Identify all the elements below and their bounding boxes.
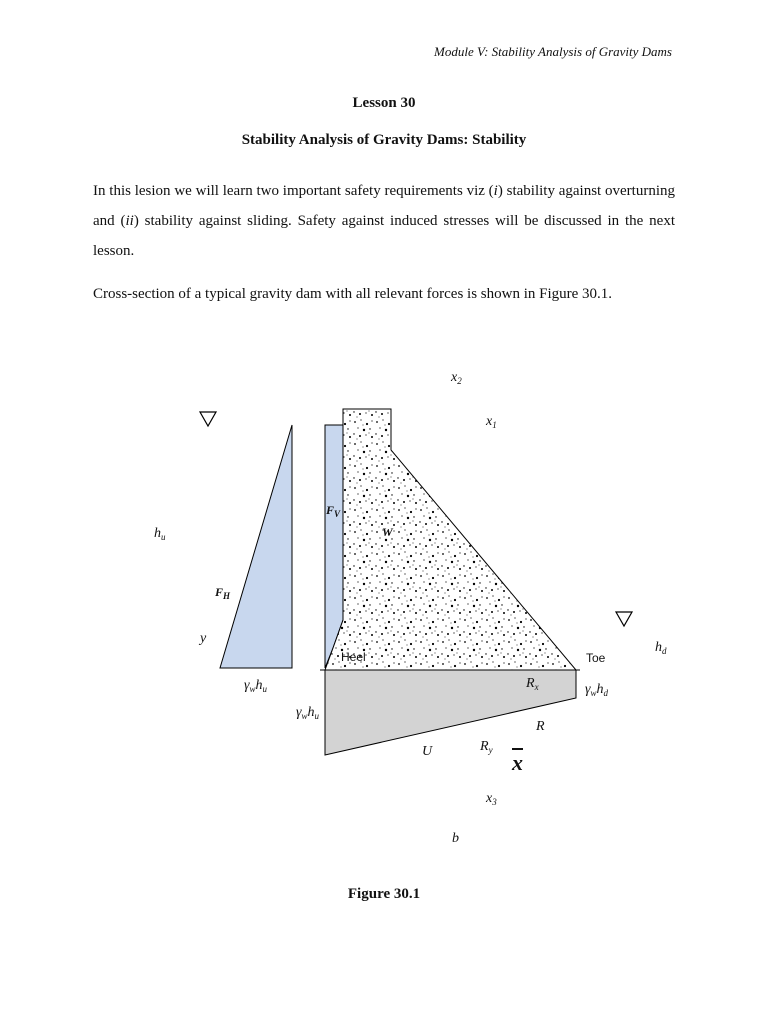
label-x2: $x_2$ [451,370,462,386]
label-x-bar: $\overline{x}$ [512,750,523,775]
intro-text-3: ) stability against sliding. Safety against induced stresses will be discussed in the next lesson. [93,213,675,259]
module-header: Module V: Stability Analysis of Gravity Dams [434,44,672,59]
lesson-number: Lesson 30 [352,95,416,111]
intro-text-1: In this lesion we will learn two important safety requirements viz ( [93,183,494,199]
label-w: W [382,525,393,539]
label-x3: $x_3$ [486,791,497,807]
label-x1: $x_1$ [486,414,497,430]
figure-caption: Figure 30.1 [347,886,421,902]
label-hu: $h_u$ [154,526,166,542]
label-r: R [536,719,545,734]
label-gamma-w-hu-uplift: $\gamma_wh_u$ [296,705,320,721]
intro-text-2: ) stability against overturning and ( [93,183,675,229]
label-fh: $F_H$ [215,585,231,601]
dam-body [325,409,576,670]
upstream-water-level-icon [200,412,216,426]
label-gamma-w-hu-upstream: $\gamma_wh_u$ [244,678,268,694]
label-rx: $R_x$ [526,676,539,692]
lesson-title: Stability Analysis of Gravity Dams: Stability [241,132,527,148]
label-toe: Toe [586,651,606,665]
label-b: b [452,831,459,846]
label-ry: $R_y$ [480,739,493,755]
upstream-pressure-triangle [220,425,292,668]
label-fv: $F_V$ [326,503,341,519]
intro-roman-ii: ii [125,213,134,229]
cross-section-paragraph: Cross-section of a typical gravity dam with all relevant forces is shown in Figure 30.1. [93,286,613,302]
intro-roman-i: i [493,183,498,199]
label-heel: Heel [341,650,366,664]
downstream-water-level-icon [616,612,632,626]
label-y: y [200,631,207,646]
label-gamma-w-hd: $\gamma_wh_d$ [585,682,609,698]
label-hd: $h_d$ [655,640,667,656]
label-u: U [422,744,433,759]
